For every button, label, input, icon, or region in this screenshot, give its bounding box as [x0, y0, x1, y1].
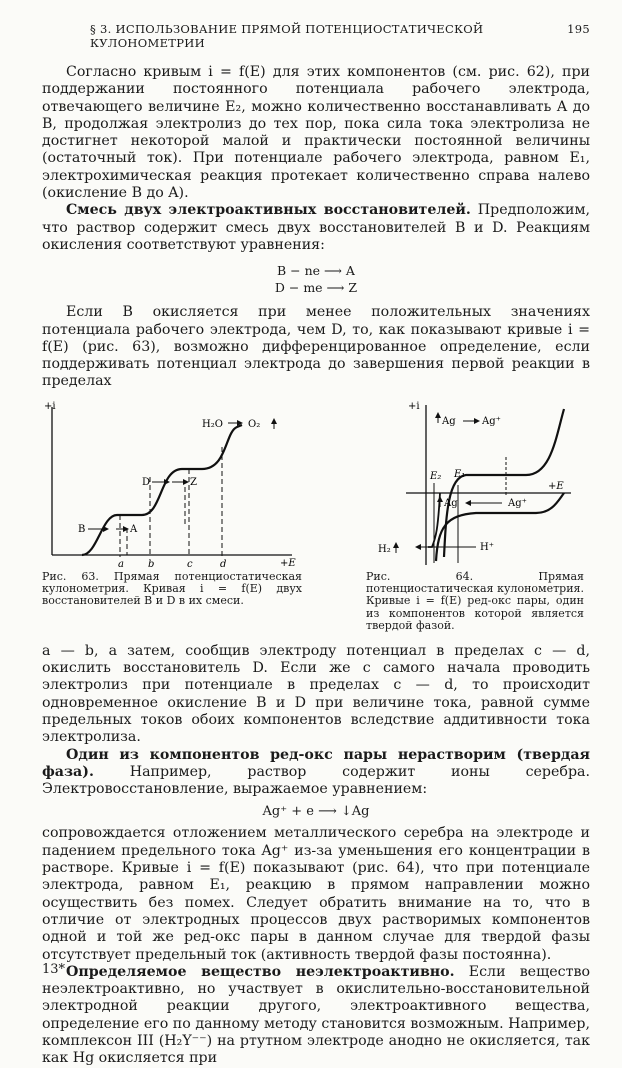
figure-64 [366, 397, 584, 633]
x-axis-label: +E [548, 480, 564, 492]
paragraph-5-body: Например, раствор содержит ионы серебра. Электровосстановление, выражаемое уравнением: [42, 763, 590, 798]
section-heading-solid-phase: Один из компонентов ред-окс пары нерастворим (твердая фаза). [42, 746, 590, 780]
oxidation-curve [444, 409, 564, 557]
tick-b: b [148, 558, 155, 569]
tick-c: c [187, 558, 193, 569]
paragraph-2 [42, 202, 590, 254]
paragraph-1: Согласно кривым i = f(E) для этих компонентов (см. рис. 62), при поддержании постоянного потенциала рабочего электрода, отвечающего величине E₂, можно количественно восстанавливать A до B, продолжая электролиз до тех пор, пока сила тока электролиза не достигнет некоторой малой и практически постоянной величины (остаточный ток). При потенциале рабочего электрода, равном E₁, электрохимическая реакция протекает количественно справа налево (окисление B до A). [42, 64, 590, 202]
tick-a: a [118, 558, 124, 569]
page-number: 195 [567, 22, 590, 36]
label-agplus-mid: Ag⁺ [508, 497, 527, 509]
label-a: A [130, 523, 138, 535]
label-b: B [78, 523, 86, 535]
label-agplus-top: Ag⁺ [482, 415, 501, 427]
paragraph-3: Если B окисляется при менее положительных значениях потенциала рабочего электрода, чем D, то, как показывают кривые i = f(E) (рис. 63), возможно дифференцированное определение, если поддерживать потенциал электрода до завершения первой реакции в пределах [42, 304, 590, 390]
paragraph-7-body: Если вещество неэлектроактивно, но участвует в окислительно-восстановительной электродной реакции другого, электроактивного вещества, определение его по данному методу становится возможным. Например, комплексон III (H₂Y⁻⁻) на ртутном электроде анодно не окисляется, так как Hg окисляется при [42, 963, 590, 1067]
section-heading-nonelectroactive: Определяемое вещество неэлектроактивно. [66, 963, 455, 980]
potential-guides [120, 447, 222, 557]
label-hplus: H⁺ [480, 541, 494, 553]
equation-silver: Ag⁺ + e ⟶ ↓Ag [262, 804, 370, 820]
label-ag-top: Ag [442, 415, 456, 427]
equation-d-to-z: D − me ⟶ Z [274, 280, 358, 296]
current-curve [82, 425, 242, 555]
paragraph-7 [42, 964, 590, 1068]
equations-oxidation [42, 262, 590, 296]
figure-63 [42, 397, 302, 633]
figure-64-caption: Рис. 64. Прямая потенциостатическая кулонометрия. Кривые i = f(E) ред-окс пары, один из компонентов которой является твердой фазой. [366, 569, 584, 632]
paragraph-5 [42, 747, 590, 799]
page [42, 22, 590, 1068]
x-axis-label: +E [280, 557, 296, 569]
label-d: D [142, 476, 151, 488]
paragraph-6: сопровождается отложением металлического серебра на электроде и падением предельного тока Ag⁺ из-за уменьшения его концентрации в растворе. Кривые i = f(E) показывают (рис. 64), что при потенциале электрода, равном E₁, реакцию в прямом направлении можно осуществить без помех. Следует обратить внимание на то, что в отличие от электродных процессов двух растворимых компонентов одной и той же ред-окс пары в данном случае для твердой фазы отсутствует предельный ток (активность твердой фазы постоянна). [42, 825, 590, 963]
label-h2o: H₂O [202, 418, 223, 430]
label-h2: H₂ [378, 543, 391, 555]
figure-63-plot [42, 397, 302, 569]
label-z: Z [190, 476, 197, 488]
label-e1: E₁ [454, 468, 466, 480]
running-title: § 3. ИСПОЛЬЗОВАНИЕ ПРЯМОЙ ПОТЕНЦИОСТАТИЧЕСКОЙ КУЛОНОМЕТРИИ [90, 22, 484, 50]
equation-b-to-a: B − ne ⟶ A [277, 263, 355, 279]
signature-mark: 13* [42, 962, 66, 977]
running-header [42, 22, 590, 50]
figures-row [42, 397, 590, 633]
section-heading-mixture: Смесь двух электроактивных восстановителей. [66, 202, 471, 219]
tick-d: d [220, 558, 227, 569]
label-e2: E₂ [430, 470, 442, 482]
y-axis-label: +i [408, 400, 420, 412]
figure-64-plot [366, 397, 584, 569]
figure-63-caption: Рис. 63. Прямая потенциостатическая кулонометрия. Кривая i = f(E) двух восстановителей B и D в их смеси. [42, 569, 302, 608]
paragraph-2-body: Предположим, что раствор содержит смесь двух восстановителей B и D. Реакциям окисления соответствуют уравнения: [42, 202, 591, 253]
label-o2: O₂ [248, 418, 261, 430]
paragraph-4: a — b, а затем, сообщив электроду потенциал в пределах c — d, окислить восстановитель D. Если же с самого начала проводить электролиз при потенциале в пределах c — d, то происходит одновременное окисление B и D при величине тока, равной сумме предельных токов обоих компонентов вследствие аддитивности тока электролиза. [42, 642, 590, 746]
y-axis-label: +i [44, 400, 56, 412]
label-ag-mid: Ag [444, 497, 458, 509]
